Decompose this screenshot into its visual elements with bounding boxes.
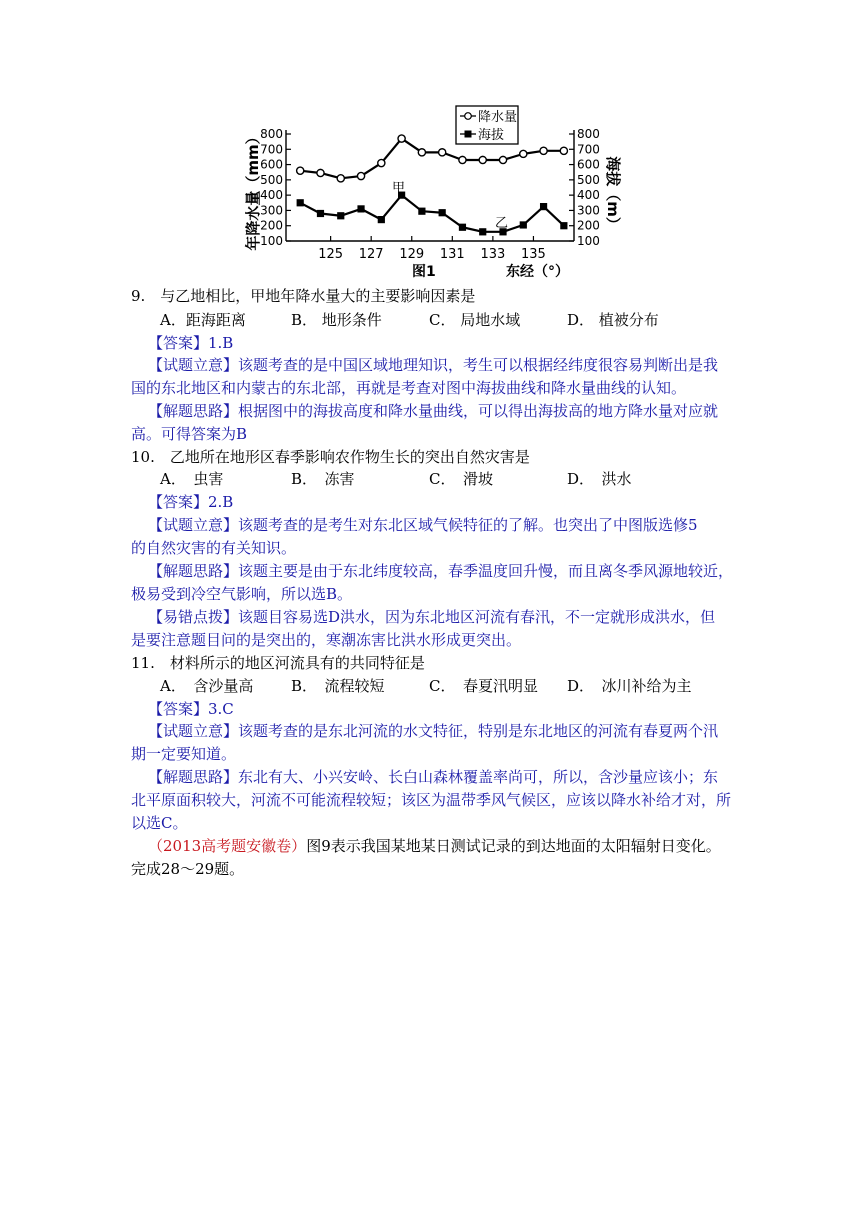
- q11-thought-line1: 【解题思路】东北有大、小兴安岭、长白山森林覆盖率尚可，所以，含沙量应该小；东: [148, 768, 719, 786]
- x-tick-label: 129: [399, 247, 425, 262]
- elevation-point: [459, 224, 466, 231]
- q10-thought-line2: 极易受到冷空气影响，所以选B。: [131, 585, 353, 603]
- x-tick-label: 133: [480, 247, 506, 262]
- q11-options: [160, 675, 692, 697]
- q9-option-a: A．距海距离: [160, 311, 246, 329]
- precip-point: [317, 169, 324, 176]
- y-tick-label-right: 800: [577, 127, 600, 141]
- q11-intent-line2: 期一定要知道。: [131, 745, 237, 763]
- q9-answer: 【答案】1.B: [148, 334, 234, 352]
- legend-elev-label: 海拔: [478, 128, 505, 143]
- next-intro-line1: [148, 835, 721, 857]
- y-tick-label-left: 100: [260, 234, 283, 248]
- chart-legend: [456, 106, 518, 144]
- elevation-point: [357, 205, 364, 212]
- y-tick-label-right: 200: [577, 218, 600, 233]
- q10-option-a: A． 虫害: [160, 470, 224, 488]
- q11-thought-line3: 以选C。: [131, 814, 188, 832]
- y-tick-label-left: 800: [260, 127, 283, 141]
- precip-point: [520, 150, 527, 157]
- precip-line: [300, 139, 564, 179]
- q11-option-d: D． 冰川补给为主: [567, 677, 692, 695]
- q10-stem: 10. 乙地所在地形区春季影响农作物生长的突出自然灾害是: [131, 448, 530, 466]
- q10-answer: 【答案】2.B: [148, 493, 234, 511]
- annotation-yi: 乙: [495, 216, 509, 231]
- y-tick-label-left: 200: [260, 218, 283, 233]
- elevation-point: [297, 199, 304, 206]
- y-tick-label-left: 300: [260, 203, 283, 218]
- y-tick-label-left: 600: [260, 157, 283, 172]
- q9-option-c: C． 局地水域: [429, 311, 521, 329]
- chart-ticks: [260, 127, 600, 262]
- y-tick-label-left: 500: [260, 172, 283, 187]
- q10-error-line1: 【易错点拨】该题目容易选D洪水，因为东北地区河流有春汛，不一定就形成洪水，但: [148, 608, 716, 626]
- y-tick-label-right: 100: [577, 234, 600, 248]
- chart-ylabel-left: 年降水量（mm）: [244, 129, 262, 251]
- elevation-point: [560, 222, 567, 229]
- legend-circle-marker: [465, 113, 472, 120]
- precip-point: [439, 149, 446, 156]
- precip-point: [398, 135, 405, 142]
- q9-thought-line2: 高。可得答案为B: [131, 425, 248, 443]
- elevation-point: [337, 212, 344, 219]
- elevation-point: [418, 208, 425, 215]
- chart-ylabel-right: 海拔（m）: [604, 156, 622, 232]
- chart-series: [297, 135, 568, 235]
- precip-point: [378, 159, 385, 166]
- next-intro-line2: 完成28～29题。: [131, 860, 245, 878]
- q9-intent-line1: 【试题立意】该题考查的是中国区域地理知识，考生可以根据经纬度很容易判断出是我: [148, 356, 719, 374]
- chart-title: 图1: [412, 264, 436, 280]
- q10-intent-line1: 【试题立意】该题考查的是考生对东北区域气候特征的了解。也突出了中图版选修5: [148, 516, 698, 534]
- q10-error-line2: 是要注意题目问的是突出的，寒潮冻害比洪水形成更突出。: [131, 631, 522, 649]
- y-tick-label-left: 700: [260, 142, 283, 157]
- elevation-point: [317, 210, 324, 217]
- y-tick-label-right: 300: [577, 203, 600, 218]
- q10-option-c: C． 滑坡: [429, 470, 493, 488]
- next-source: （2013高考题安徽卷）: [148, 837, 307, 855]
- precip-point: [297, 167, 304, 174]
- q9-option-d: D． 植被分布: [567, 311, 659, 329]
- precip-point: [479, 156, 486, 163]
- q11-answer: 【答案】3.C: [148, 700, 234, 718]
- y-tick-label-right: 400: [577, 188, 600, 203]
- q9-options: [160, 309, 659, 331]
- precip-point: [418, 149, 425, 156]
- q10-option-b: B． 冻害: [291, 470, 355, 488]
- legend-square-marker: [465, 131, 472, 138]
- x-tick-label: 125: [318, 247, 344, 262]
- q11-thought-line2: 北平原面积较大，河流不可能流程较短；该区为温带季风气候区，应该以降水补给才对，所: [131, 791, 732, 809]
- q10-option-d: D． 洪水: [567, 470, 632, 488]
- y-tick-label-right: 700: [577, 142, 600, 157]
- q9-thought-line1: 【解题思路】根据图中的海拔高度和降水量曲线，可以得出海拔高的地方降水量对应就: [148, 402, 719, 420]
- q11-option-c: C． 春夏汛明显: [429, 677, 538, 695]
- q11-option-a: A． 含沙量高: [160, 677, 254, 695]
- elevation-point: [479, 228, 486, 235]
- q10-intent-line2: 的自然灾害的有关知识。: [131, 539, 297, 557]
- q9-intent-line2: 国的东北地区和内蒙古的东北部，再就是考查对图中海拔曲线和降水量曲线的认知。: [131, 379, 687, 397]
- elevation-point: [439, 209, 446, 216]
- precip-point: [357, 172, 364, 179]
- precip-point: [337, 175, 344, 182]
- chart-xlabel: 东经（°）: [506, 264, 569, 280]
- q9-stem: 9. 与乙地相比，甲地年降水量大的主要影响因素是: [131, 287, 476, 305]
- next-intro-text: 图9表示我国某地某日测试记录的到达地面的太阳辐射日变化。: [306, 837, 721, 855]
- elevation-point: [520, 221, 527, 228]
- y-tick-label-right: 500: [577, 172, 600, 187]
- x-tick-label: 131: [439, 247, 465, 262]
- precip-point: [540, 147, 547, 154]
- elevation-point: [540, 203, 547, 210]
- x-tick-label: 135: [521, 247, 546, 262]
- y-tick-label-left: 400: [260, 188, 283, 203]
- q9-option-b: B． 地形条件: [291, 311, 382, 329]
- precip-elevation-chart: [240, 100, 620, 282]
- elevation-point: [378, 216, 385, 223]
- precip-point: [459, 156, 466, 163]
- precip-point: [499, 156, 506, 163]
- legend-precip-label: 降水量: [478, 110, 518, 125]
- q10-options: [160, 468, 632, 490]
- annotation-jia: 甲: [392, 181, 406, 196]
- chart-axes: [286, 130, 574, 241]
- precip-point: [560, 147, 567, 154]
- q11-option-b: B． 流程较短: [291, 677, 385, 695]
- x-tick-label: 127: [358, 247, 384, 262]
- q10-thought-line1: 【解题思路】该题主要是由于东北纬度较高，春季温度回升慢，而且离冬季风源地较近，: [148, 562, 734, 580]
- q11-stem: 11. 材料所示的地区河流具有的共同特征是: [131, 654, 425, 672]
- q11-intent-line1: 【试题立意】该题考查的是东北河流的水文特征，特别是东北地区的河流有春夏两个汛: [148, 722, 719, 740]
- y-tick-label-right: 600: [577, 157, 600, 172]
